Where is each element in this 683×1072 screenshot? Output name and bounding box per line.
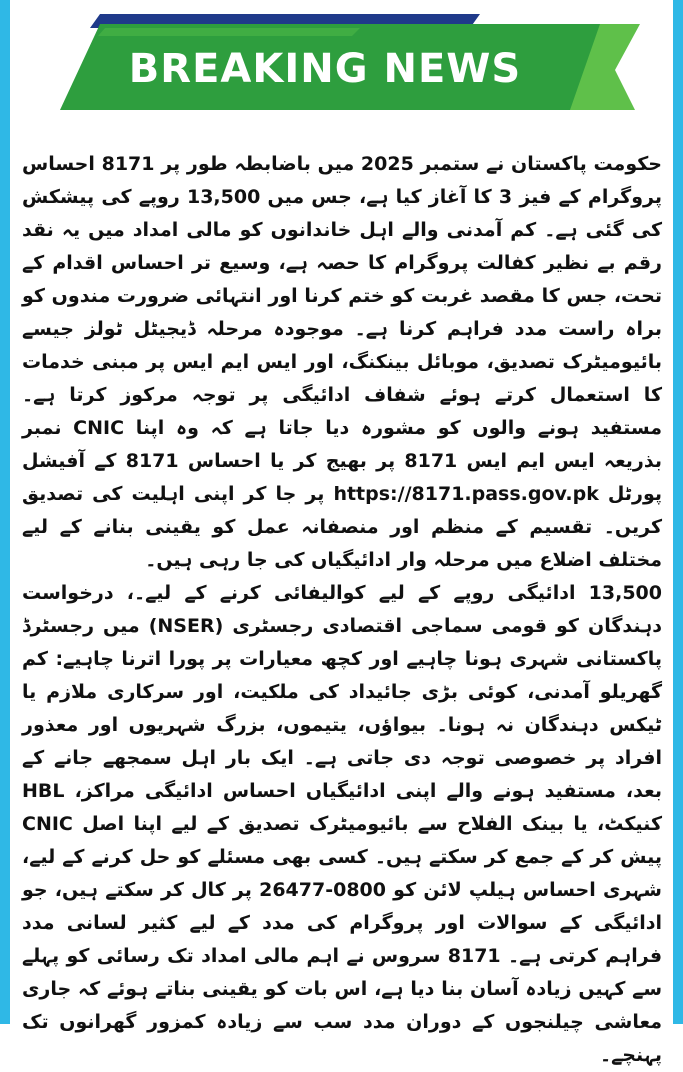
banner-title: BREAKING NEWS xyxy=(128,46,522,92)
left-border xyxy=(0,0,10,1024)
article-body xyxy=(22,148,663,1066)
article-paragraph-1: حکومت پاکستان نے ستمبر 2025 میں باضابطہ طور پر 8171 احساس پروگرام کے فیز 3 کا آغاز کیا ہے، جس میں 13,500 روپے کی پیشکش کی گئی ہے۔ کم آمدنی والے اہل خاندانوں کو مالی امداد میں یہ نقد رقم بے نظیر کفالت پروگرام کا حصہ ہے، وسیع تر احساس اقدام کے تحت، جس کا مقصد غربت کو ختم کرنا اور انتہائی ضرورت مندوں کو براہ راست مدد فراہم کرنا ہے۔ موجودہ مرحلہ ڈیجیٹل ٹولز جیسے بائیومیٹرک تصدیق، موبائل بینکنگ، اور ایس ایم ایس پر مبنی خدمات کا استعمال کرتے ہوئے شفاف ادائیگی پر توجہ مرکوز کرتا ہے۔ مستفید ہونے والوں کو مشورہ دیا جاتا ہے کہ وہ اپنا CNIC نمبر بذریعہ ایس ایم ایس 8171 پر بھیج کر یا احساس 8171 کے آفیشل پورٹل https://8171.pass.gov.pk پر جا کر اپنی اہلیت کی تصدیق کریں۔ تقسیم کے منظم اور منصفانہ عمل کو یقینی بنانے کے لیے مختلف اضلاع میں مرحلہ وار ادائیگیاں کی جا رہی ہیں۔ xyxy=(22,153,662,571)
article-paragraph-2: 13,500 ادائیگی روپے کے لیے کوالیفائی کرنے کے لیے۔، درخواست دہندگان کو قومی سماجی اقتصادی رجسٹری (NSER) میں رجسٹرڈ پاکستانی شہری ہونا چاہیے اور کچھ معیارات پر پورا اترنا چاہیے: کم گھریلو آمدنی، کوئی بڑی جائیداد کی ملکیت، اور سرکاری ملازم یا ٹیکس دہندگان نہ ہونا۔ بیواؤں، یتیموں، بزرگ شہریوں اور معذور افراد پر خصوصی توجہ دی جاتی ہے۔ ایک بار اہل سمجھے جانے کے بعد، مستفید ہونے والے اپنی ادائیگیاں احساس ادائیگی مراکز، HBL کنیکٹ، یا بینک الفلاح سے بائیومیٹرک تصدیق کے لیے اپنا اصل CNIC پیش کر کے جمع کر سکتے ہیں۔ کسی بھی مسئلے کو حل کرنے کے لیے، شہری احساس ہیلپ لائن کو 0800-26477 پر کال کر سکتے ہیں، جو ادائیگی کے سوالات اور پروگرام کی مدد کے لیے کثیر لسانی مدد فراہم کرتی ہے۔ 8171 سروس نے اہم مالی امداد تک رسائی کو پہلے سے کہیں زیادہ آسان بنا دیا ہے، اس بات کو یقینی بناتے ہوئے کہ جاری معاشی چیلنجوں کے دوران مدد سب سے زیادہ کمزور گھرانوں تک پہنچے۔ xyxy=(22,582,663,1066)
breaking-news-banner xyxy=(60,10,650,120)
right-border xyxy=(673,0,683,1024)
banner-highlight xyxy=(98,28,360,36)
